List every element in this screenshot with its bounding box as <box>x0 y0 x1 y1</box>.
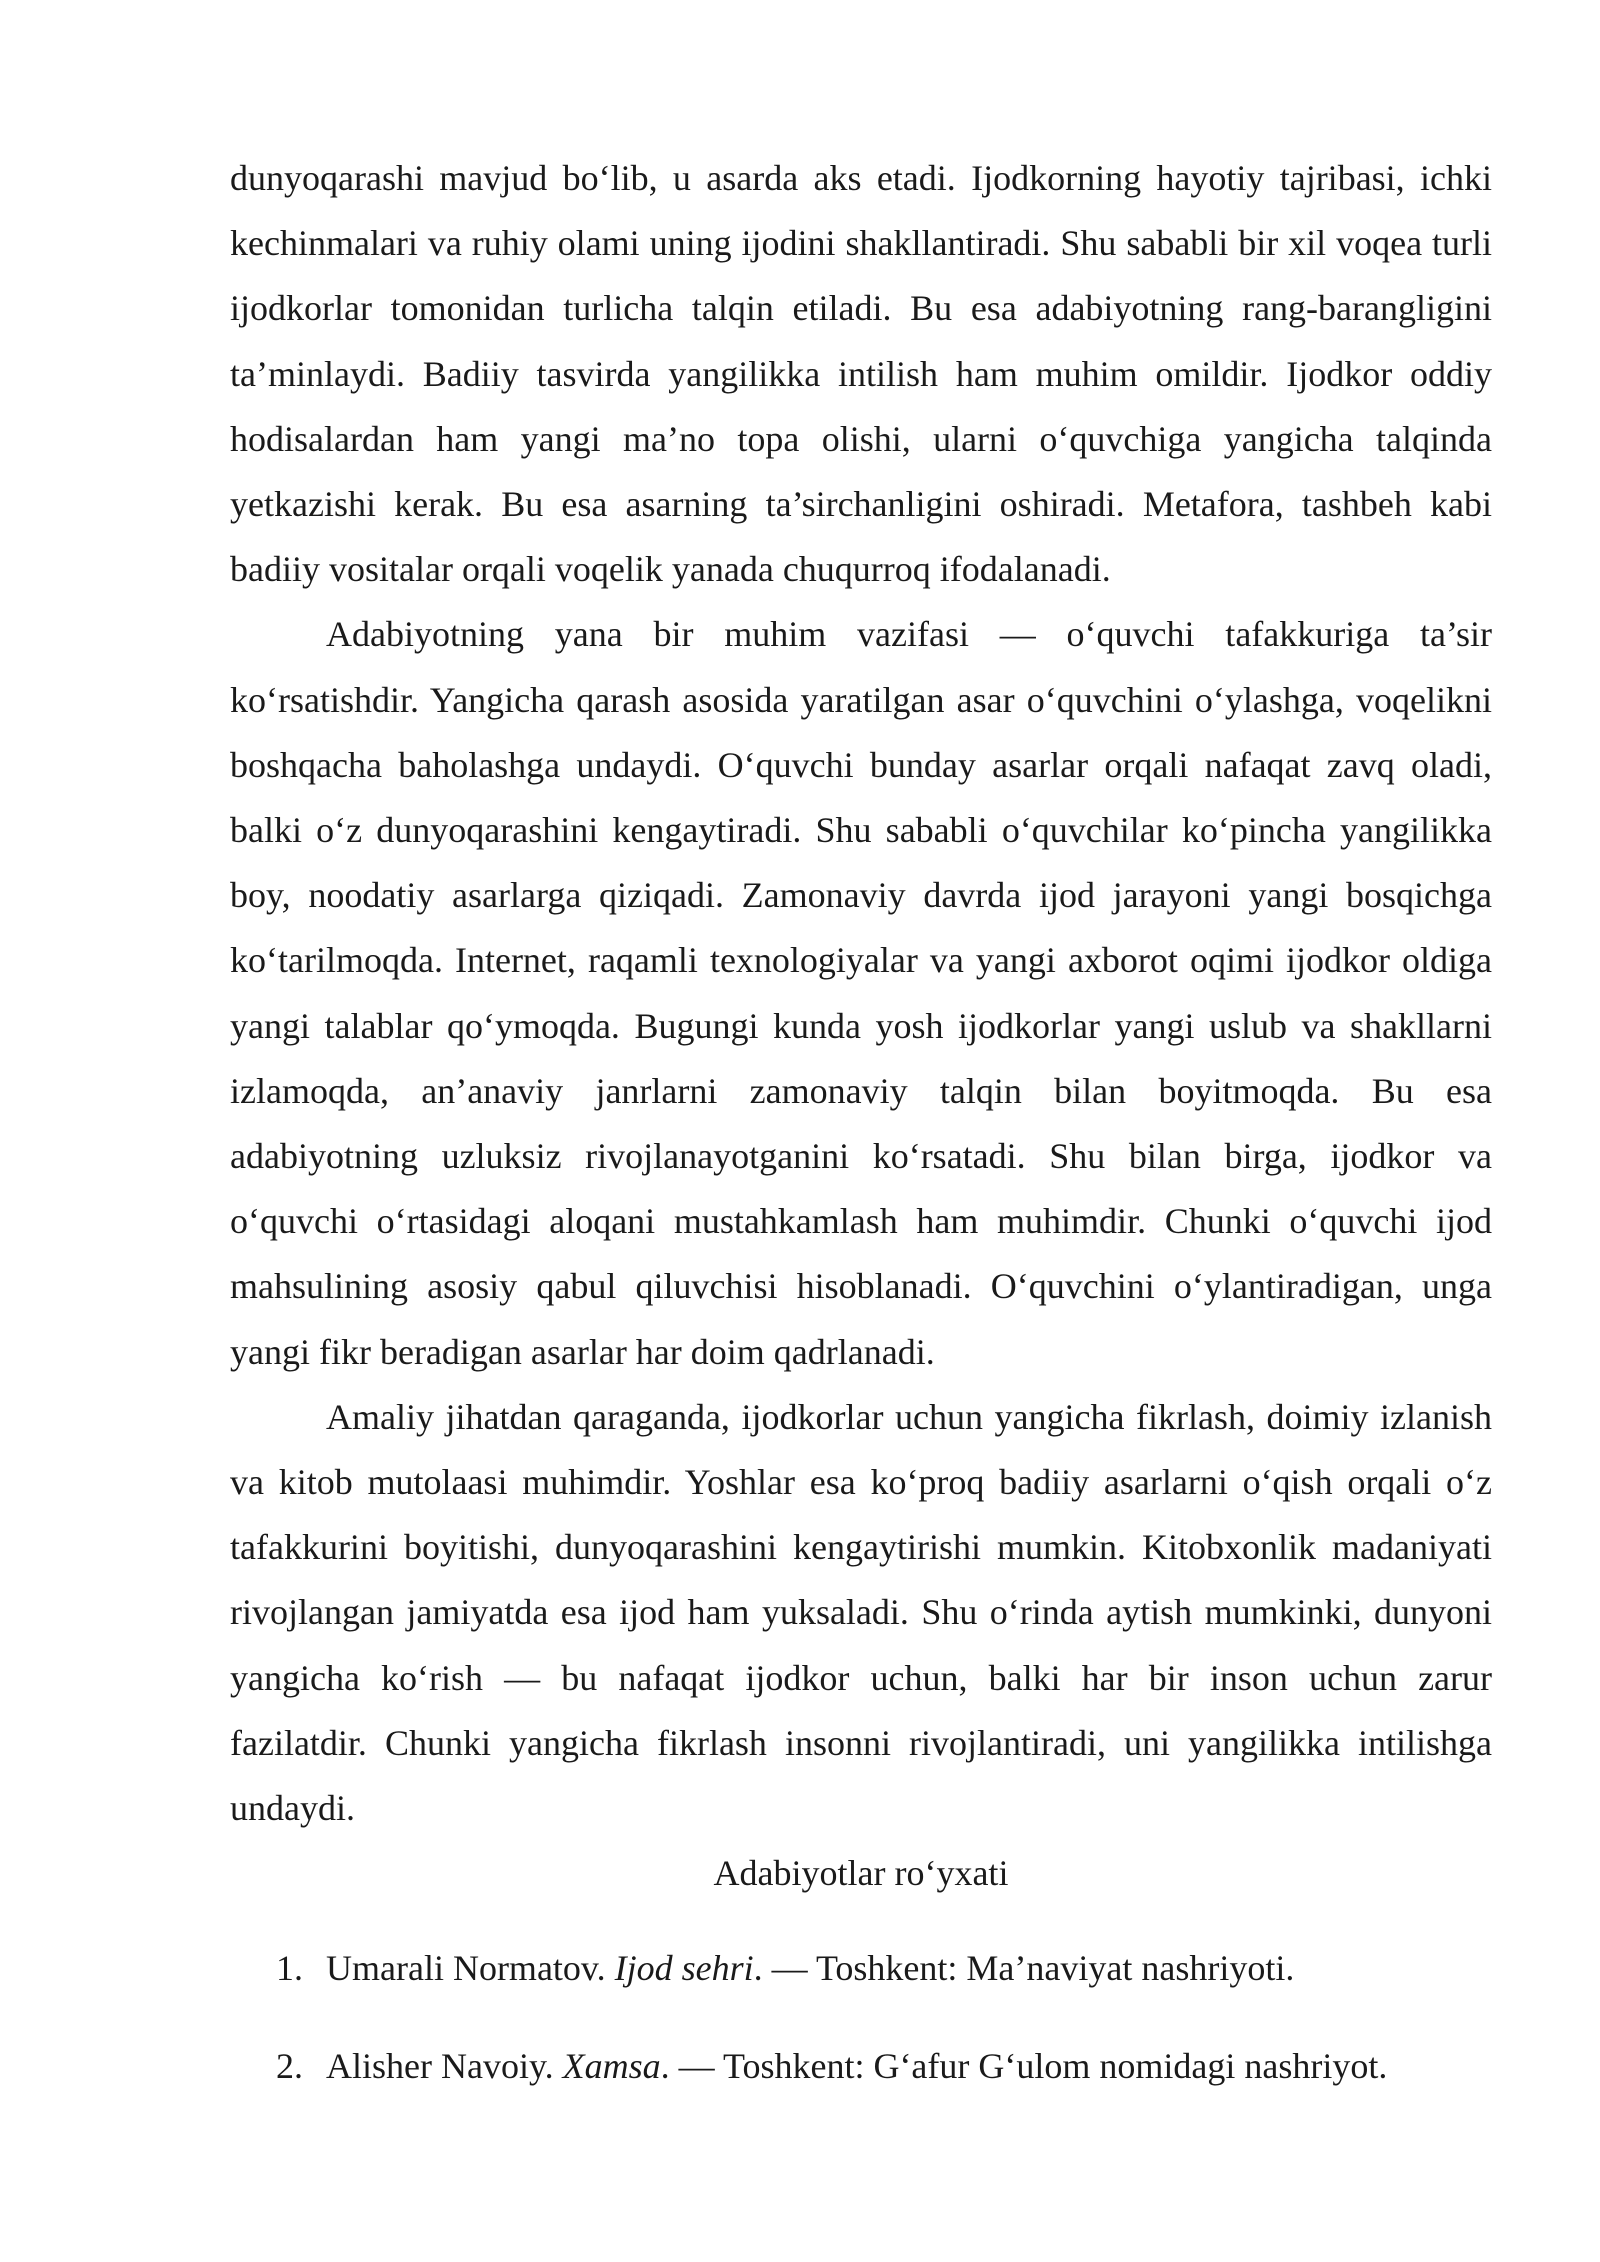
body-paragraph-1: dunyoqarashi mavjud bo‘lib, u asarda aks etadi. Ijodkorning hayotiy tajribasi, ichki kechinmalari va ruhiy olami uning ijodini shakllantiradi. Shu sababli bir xil voqea turli ijodkorlar tomonidan turlicha talqin etiladi. Bu esa adabiyotning rang-barangligini ta’minlaydi. Badiiy tasvirda yangilikka intilish ham muhim omildir. Ijodkor oddiy hodisalardan ham yangi ma’no topa olishi, ularni o‘quvchiga yangicha talqinda yetkazishi kerak. Bu esa asarning ta’sirchanligini oshiradi. Metafora, tashbeh kabi badiiy vositalar orqali voqelik yanada chuqurroq ifodalanadi. <box>230 158 1492 590</box>
references-list <box>230 1936 1492 2098</box>
reference-publisher: . — Toshkent: Ma’naviyat nashriyoti. <box>753 1948 1295 1989</box>
body-paragraph-2: Adabiyotning yana bir muhim vazifasi — o‘quvchi tafakkuriga ta’sir ko‘rsatishdir. Yangicha qarash asosida yaratilgan asar o‘quvchini o‘ylashga, voqelikni boshqacha baholashga undaydi. O‘quvchi bunday asarlar orqali nafaqat zavq oladi, balki o‘z dunyoqarashini kengaytiradi. Shu sababli o‘quvchilar ko‘pincha yangilikka boy, noodatiy asarlarga qiziqadi. Zamonaviy davrda ijod jarayoni yangi bosqichga ko‘tarilmoqda. Internet, raqamli texnologiyalar va yangi axborot oqimi ijodkor oldiga yangi talablar qo‘ymoqda. Bugungi kunda yosh ijodkorlar yangi uslub va shakllarni izlamoqda, an’anaviy janrlarni zamonaviy talqin bilan boyitmoqda. Bu esa adabiyotning uzluksiz rivojlanayotganini ko‘rsatadi. Shu bilan birga, ijodkor va o‘quvchi o‘rtasidagi aloqani mustahkamlash ham muhimdir. Chunki o‘quvchi ijod mahsulining asosiy qabul qiluvchisi hisoblanadi. O‘quvchini o‘ylantiradigan, unga yangi fikr beradigan asarlar har doim qadrlanadi. <box>230 614 1492 1372</box>
references-title: Adabiyotlar ro‘yxati <box>713 1853 1009 1894</box>
reference-number: 1. <box>276 1948 303 1989</box>
reference-work-title: Ijod sehri <box>614 1948 754 1989</box>
body-paragraph-3: Amaliy jihatdan qaraganda, ijodkorlar uchun yangicha fikrlash, doimiy izlanish va kitob mutolaasi muhimdir. Yoshlar esa ko‘proq badiiy asarlarni o‘qish orqali o‘z tafakkurini boyitishi, dunyoqarashini kengaytirishi mumkin. Kitobxonlik madaniyati rivojlangan jamiyatda esa ijod ham yuksaladi. Shu o‘rinda aytish mumkinki, dunyoni yangicha ko‘rish — bu nafaqat ijodkor uchun, balki har bir inson uchun zarur fazilatdir. Chunki yangicha fikrlash insonni rivojlantiradi, uni yangilikka intilishga undaydi. <box>230 1396 1492 1829</box>
reference-number: 2. <box>276 2045 303 2086</box>
reference-item-2 <box>230 2034 1492 2099</box>
reference-work-title: Xamsa <box>562 2045 661 2086</box>
document-page <box>230 146 1492 2131</box>
reference-publisher: . — Toshkent: G‘afur G‘ulom nomidagi nashriyot. <box>660 2045 1388 2086</box>
reference-author: Umarali Normatov. <box>326 1948 606 1989</box>
reference-author: Alisher Navoiy. <box>326 2045 554 2086</box>
reference-item-1 <box>230 1936 1492 2001</box>
